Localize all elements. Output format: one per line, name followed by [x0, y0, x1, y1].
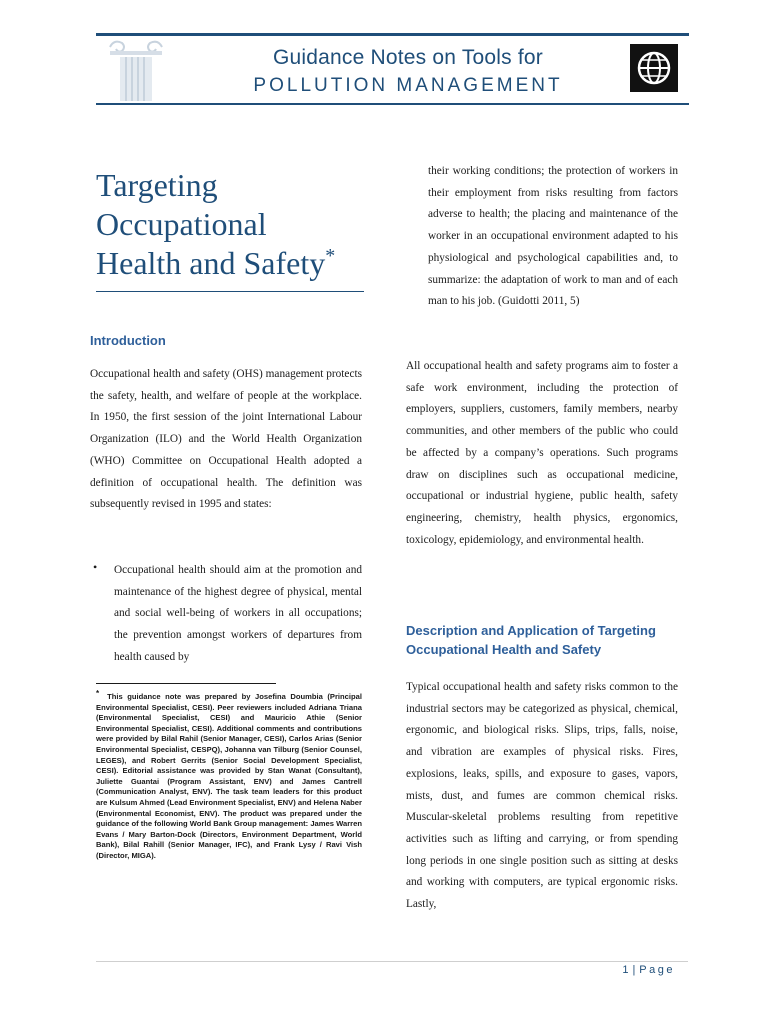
title-line-1: Targeting [96, 167, 218, 203]
title-footnote-mark: * [325, 245, 336, 267]
bullet-marker: • [93, 560, 98, 574]
programs-paragraph: All occupational health and safety programs aim to foster a safe work environment, including the protection of employers, suppliers, customers, family members, nearby communities, and other members of the public who could be affected by a company’s operations. Such programs draw on disciplines such as occupational medicine, occupational or industrial hygiene, public health, safety engineering, chemistry, health physics, ergonomics, toxicology, epidemiology, and environmental health. [406, 360, 678, 546]
title-line-3: Health and Safety [96, 245, 326, 281]
header-title: Guidance Notes on Tools for [272, 46, 543, 69]
world-bank-globe-icon [630, 44, 678, 92]
header-bottom-rule [96, 103, 689, 105]
page-separator: | [632, 964, 636, 976]
footnote-mark: * [96, 689, 100, 698]
introduction-paragraph: Occupational health and safety (OHS) management protects the safety, health, and welfare of people at the workplace. In 1950, the first session of the joint International Labour Organization (ILO) and the World Health Organization (WHO) Committee on Occupational Health adopted a definition of occupational health. The definition was subsequently revised in 1995 and states: [90, 368, 362, 511]
title-rule [96, 291, 364, 292]
footnote [96, 689, 362, 862]
footer-rule [96, 961, 688, 962]
page-number-footer [622, 964, 675, 976]
page-title [96, 166, 366, 283]
introduction-heading: Introduction [90, 333, 166, 348]
ionic-column-icon [104, 37, 168, 101]
header-top-rule [96, 33, 689, 36]
title-line-2: Occupational [96, 206, 267, 242]
bullet-text: Occupational health should aim at the promotion and maintenance of the highest degree of physical, mental and social well-being of workers in all occupations; the prevention amongst workers of departures from health caused by [114, 564, 362, 663]
description-heading: Description and Application of Targeting Occupational Health and Safety [406, 623, 656, 657]
risks-paragraph: Typical occupational health and safety risks common to the industrial sectors may be categorized as physical, chemical, ergonomic, and biological risks. Slips, trips, falls, noise, and vibration are examples of physical risks. Fires, explosions, leaks, spills, and exposure to gases, vapors, mists, dust, and fumes are common chemical risks. Muscular-skeletal problems resulting from repetitive activities such as lifting and carrying, or from spending long periods in one single position such as sitting at desks and working with computers, are typical ergonomic risks. Lastly, [406, 681, 678, 911]
page-header [96, 33, 689, 105]
page-number: 1 [622, 964, 629, 976]
footnote-text: This guidance note was prepared by Josefina Doumbia (Principal Environmental Specialist, CESI). Peer reviewers included Adriana Triana (Environmental Specialist, CESI) and Mauricio Athie (Senior Environmental Specialist, CESI). Additional comments and contributions were provided by Bilal Rahil (Senior Manager, CESI), Carlos Arias (Senior Environmental Specialist, CESPQ), Johanna van Tilburg (Senior Counsel, LEGES), and Robert Gerrits (Senior Social Development Specialist, CESI). Editorial assistance was provided by Stan Wanat (Consultant), Juliette Guantai (Program Assistant, ENV) and James Cantrell (Communication Analyst, ENV). The task team leaders for this product are Kulsum Ahmed (Lead Environment Specialist, ENV) and Helena Naber (Environmental Economist, ENV). The product was prepared under the guidance of the following World Bank Group management: James Warren Evans / Mary Barton-Dock (Directors, Environment Department, World Bank), Bilal Rahill (Senior Manager, IFC), and Frank Lysy / Ravi Vish (Director, MIGA). [96, 692, 362, 860]
page-word: Page [639, 964, 675, 976]
header-subtitle: POLLUTION MANAGEMENT [253, 75, 563, 96]
quote-continuation: their working conditions; the protection of workers in their employment from risks resulting from factors adverse to health; the placing and maintenance of the worker in an occupational environment adapted to his physiological and psychological capabilities and, to summarize: the adaptation of work to man and of each man to his job. (Guidotti 2011, 5) [428, 165, 678, 308]
footnote-rule [96, 683, 276, 684]
